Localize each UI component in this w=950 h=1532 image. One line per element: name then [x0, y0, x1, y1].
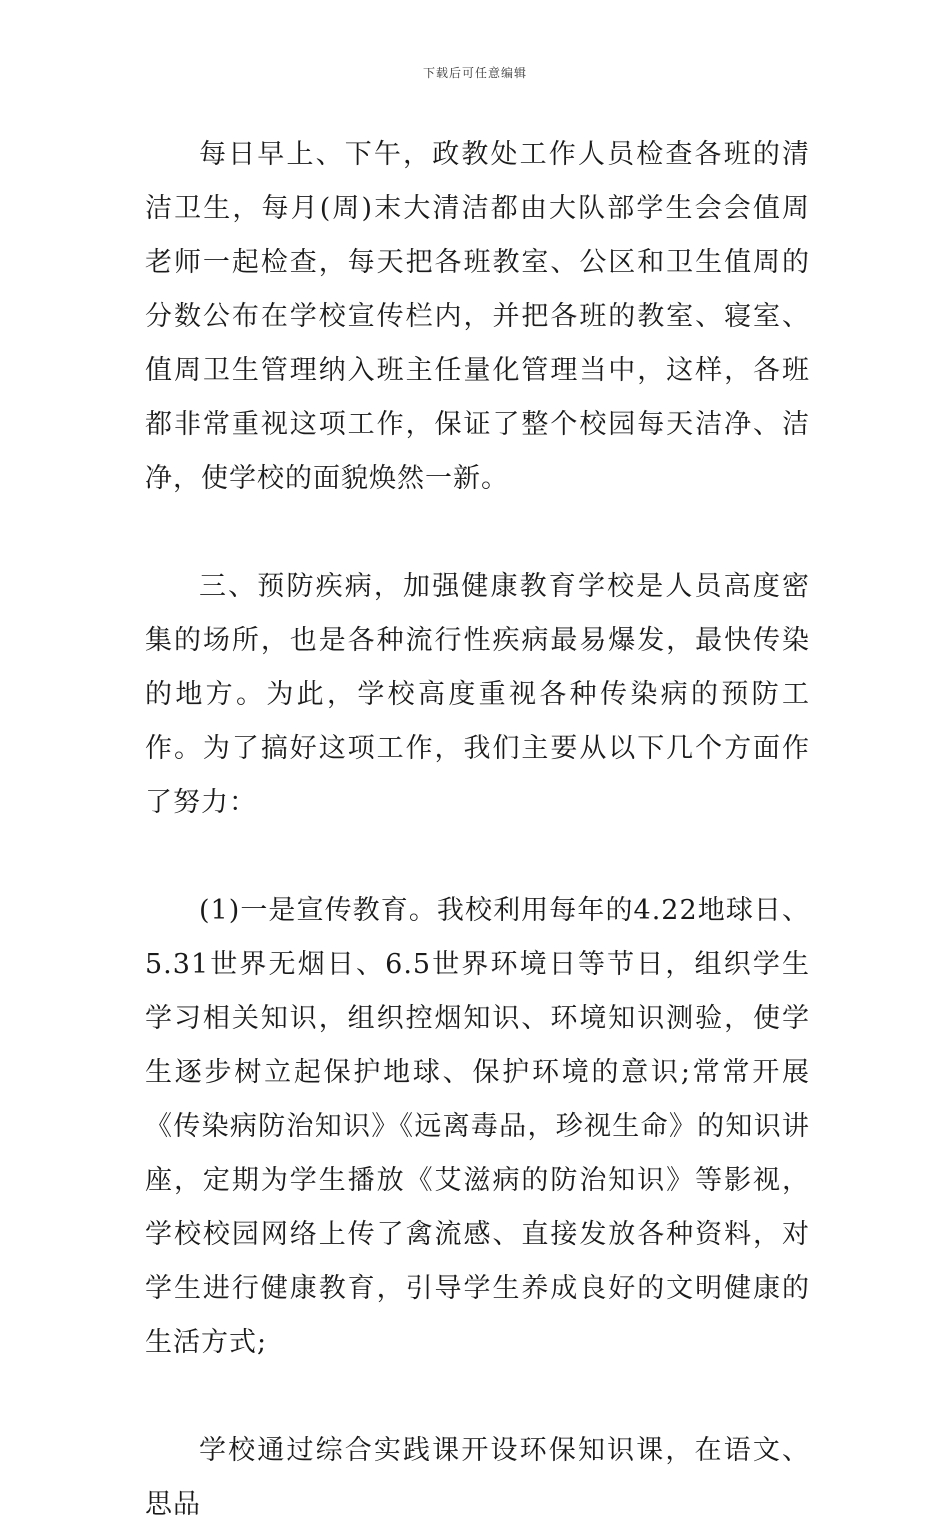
paragraph-gap	[145, 830, 810, 884]
paragraph-gap	[145, 1370, 810, 1424]
paragraph-cleaning-inspection: 每日早上、下午，政教处工作人员检查各班的清洁卫生，每月(周)末大清洁都由大队部学生会会值周老师一起检查，每天把各班教室、公区和卫生值周的分数公布在学校宣传栏内，并把各班的教室、寝室、值周卫生管理纳入班主任量化管理当中，这样，各班都非常重视这项工作，保证了整个校园每天洁净、洁净，使学校的面貌焕然一新。	[145, 139, 810, 494]
paragraph-disease-prevention: 三、预防疾病，加强健康教育学校是人员高度密集的场所，也是各种流行性疾病最易爆发，最快传染的地方。为此，学校高度重视各种传染病的预防工作。为了搞好这项工作，我们主要从以下几个方面作了努力：	[145, 571, 810, 818]
paragraph-gap	[145, 506, 810, 560]
header-note: 下载后可任意编辑	[422, 66, 527, 80]
paragraph-publicity-education: (1)一是宣传教育。我校利用每年的4.22地球日、5.31世界无烟日、6.5世界环境日等节日，组织学生学习相关知识，组织控烟知识、环境知识测验，使学生逐步树立起保护地球、保护环境的意识;常常开展《传染病防治知识》《远离毒品，珍视生命》的知识讲座，定期为学生播放《艾滋病的防治知识》等影视，学校校园网络上传了禽流感、直接发放各种资料，对学生进行健康教育，引导学生养成良好的文明健康的生活方式;	[145, 895, 810, 1358]
document-body	[145, 128, 810, 1532]
paragraph-environmental-course: 学校通过综合实践课开设环保知识课，在语文、思品	[145, 1435, 810, 1520]
